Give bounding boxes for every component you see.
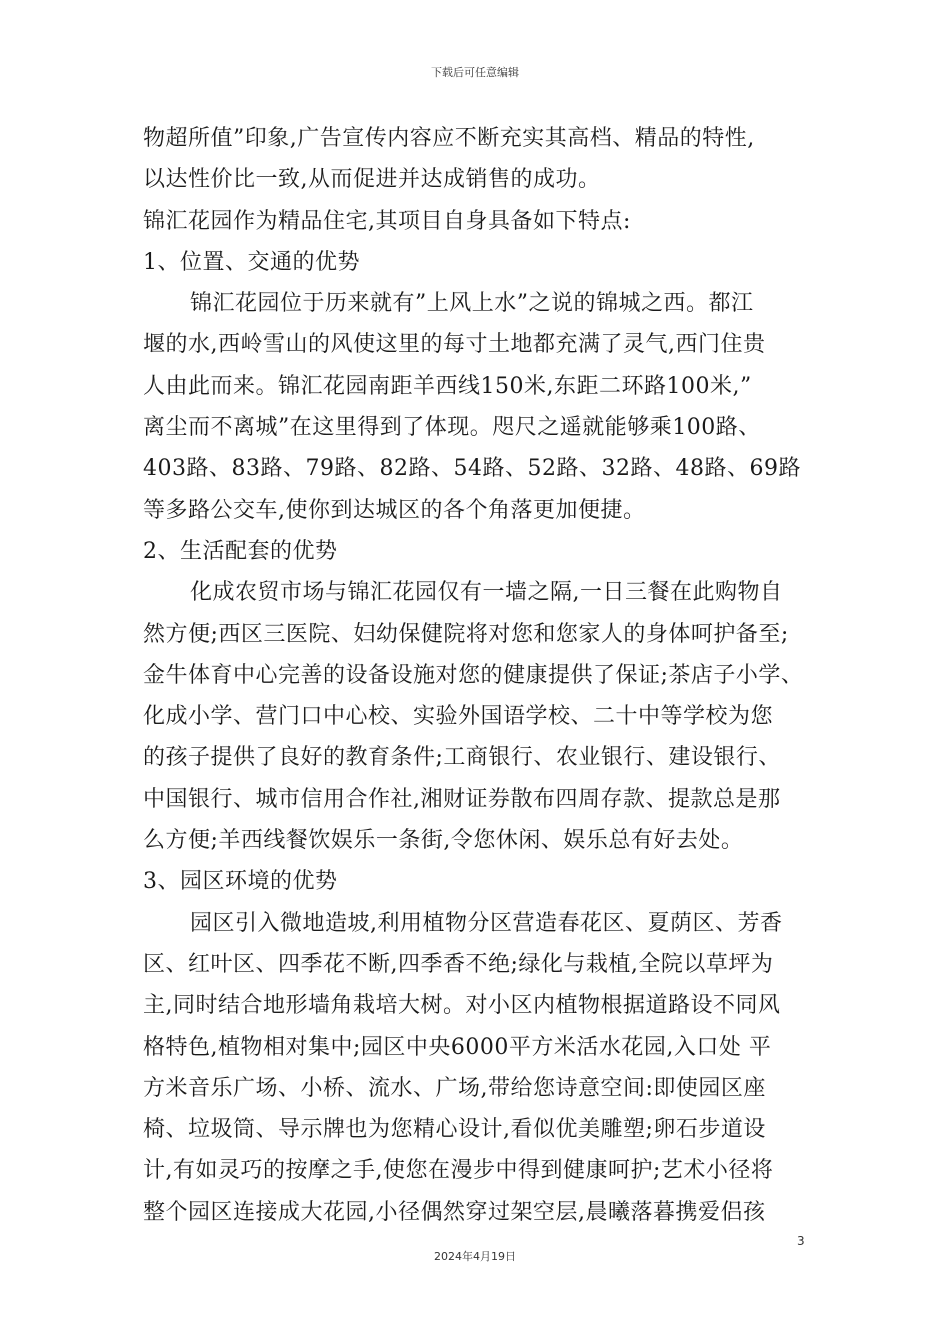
text-line: 化成农贸市场与锦汇花园仅有一墙之隔,一日三餐在此购物自 xyxy=(190,580,783,606)
page-number: 3 xyxy=(797,1234,805,1248)
text-line: 物超所值”印象,广告宣传内容应不断充实其高档、精品的特性, xyxy=(143,126,755,151)
text-line: 403路、83路、79路、82路、54路、52路、32路、48路、69路 xyxy=(143,456,801,482)
section-heading-location: 1、位置、交通的优势 xyxy=(143,249,360,275)
document-body xyxy=(143,118,833,1233)
text-line: 然方便;西区三医院、妇幼保健院将对您和您家人的身体呵护备至; xyxy=(143,621,789,647)
text-line: 锦汇花园位于历来就有”上风上水”之说的锦城之西。都江 xyxy=(190,291,754,317)
text-line: 么方便;羊西线餐饮娱乐一条街,令您休闲、娱乐总有好去处。 xyxy=(143,828,744,854)
text-line: 格特色,植物相对集中;园区中央6000平方米活水花园,入口处 平 xyxy=(143,1034,772,1060)
text-line: 计,有如灵巧的按摩之手,使您在漫步中得到健康呵护;艺术小径将 xyxy=(143,1158,774,1184)
text-line: 的孩子提供了良好的教育条件;工商银行、农业银行、建设银行、 xyxy=(143,745,781,771)
text-line: 等多路公交车,使你到达城区的各个角落更加便捷。 xyxy=(143,497,646,523)
page-footer-date: 2024年4月19日 xyxy=(434,1250,516,1263)
text-line: 方米音乐广场、小桥、流水、广场,带给您诗意空间:即使园区座 xyxy=(143,1075,766,1101)
text-line: 以达性价比一致,从而促进并达成销售的成功。 xyxy=(143,167,601,193)
text-line: 中国银行、城市信用合作社,湘财证券散布四周存款、提款总是那 xyxy=(143,786,781,812)
text-line: 整个园区连接成大花园,小径偶然穿过架空层,晨曦落暮携爱侣孩 xyxy=(143,1199,766,1225)
text-line: 锦汇花园作为精品住宅,其项目自身具备如下特点: xyxy=(143,208,631,234)
text-line: 金牛体育中心完善的设备设施对您的健康提供了保证;茶店子小学、 xyxy=(143,662,804,688)
text-line: 人由此而来。锦汇花园南距羊西线150米,东距二环路100米,” xyxy=(143,373,752,399)
text-line: 堰的水,西岭雪山的风使这里的每寸土地都充满了灵气,西门住贵 xyxy=(143,332,766,358)
text-line: 椅、垃圾筒、导示牌也为您精心设计,看似优美雕塑;卵石步道设 xyxy=(143,1117,766,1143)
text-line: 离尘而不离城”在这里得到了体现。咫尺之遥就能够乘100路、 xyxy=(143,415,761,441)
section-heading-amenities: 2、生活配套的优势 xyxy=(143,538,338,564)
section-heading-environment: 3、园区环境的优势 xyxy=(143,869,338,895)
text-line: 化成小学、营门口中心校、实验外国语学校、二十中等学校为您 xyxy=(143,704,774,730)
page-header: 下载后可任意编辑 xyxy=(431,66,519,79)
text-line: 主,同时结合地形墙角栽培大树。对小区内植物根据道路设不同风 xyxy=(143,993,781,1019)
text-line: 区、红叶区、四季花不断,四季香不绝;绿化与栽植,全院以草坪为 xyxy=(143,951,774,977)
text-line: 园区引入微地造坡,利用植物分区营造春花区、夏荫区、芳香 xyxy=(190,910,783,936)
